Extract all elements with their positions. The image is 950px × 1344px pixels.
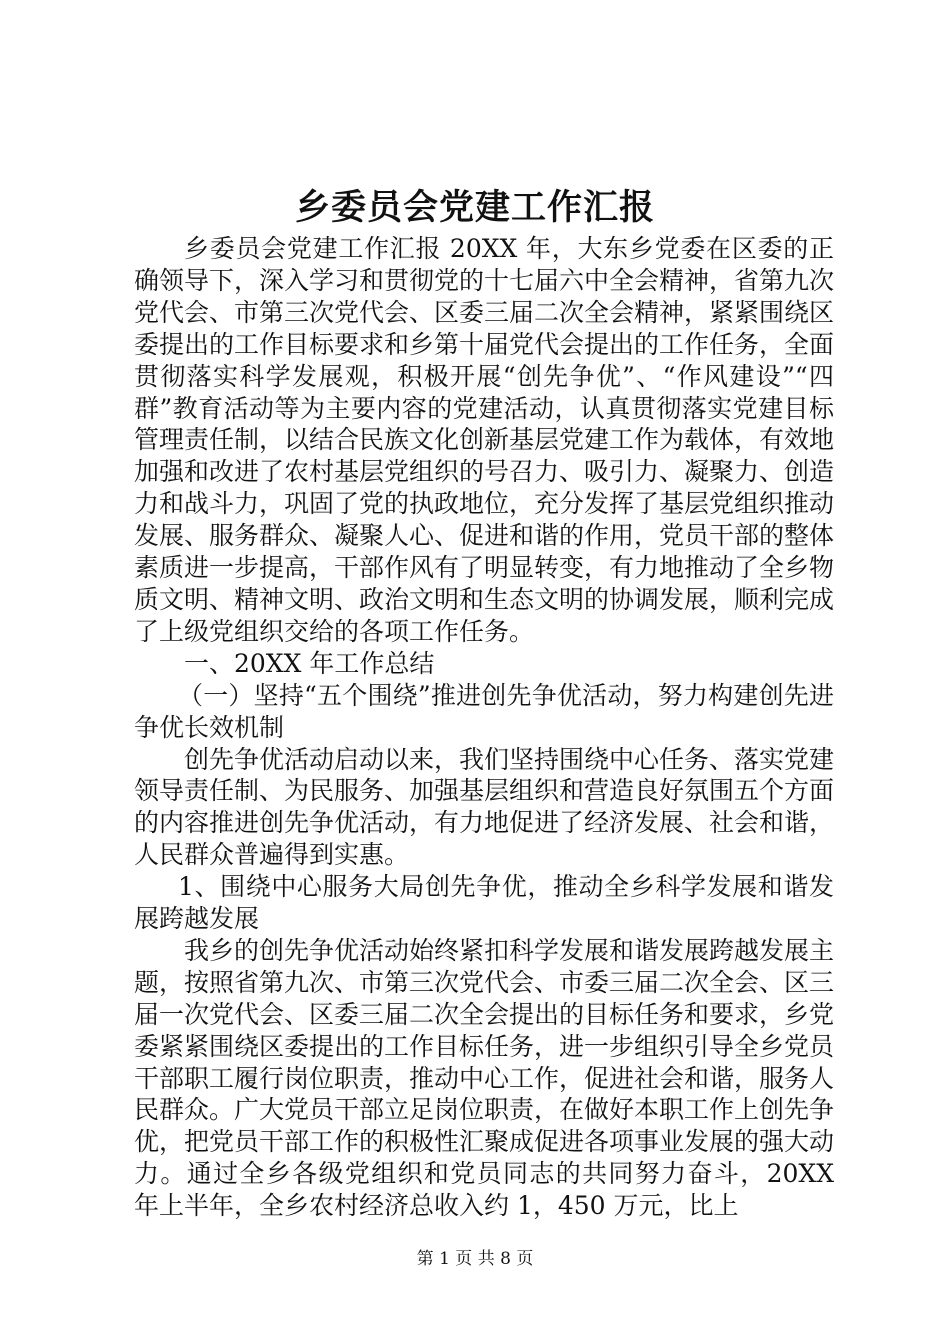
body-paragraph: 创先争优活动启动以来，我们坚持围绕中心任务、落实党建领导责任制、为民服务、加强基层组织和营造良好氛围五个方面的内容推进创先争优活动，有力地促进了经济发展、社会和谐，人民群众普遍得到实惠。 xyxy=(134,744,835,870)
section-heading: 一、20XX 年工作总结 xyxy=(184,648,435,678)
document-title: 乡委员会党建工作汇报 xyxy=(294,187,655,228)
document-body xyxy=(134,233,834,1222)
intro-paragraph: 乡委员会党建工作汇报 20XX 年，大东乡党委在区委的正确领导下，深入学习和贯彻党的十七届六中全会精神，省第九次党代会、市第三次党代会、区委三届二次全会精神，紧紧围绕区委提出的工作目标要求和乡第十届党代会提出的工作任务，全面贯彻落实科学发展观，积极开展“创先争优”、“作风建设”“四群”教育活动等为主要内容的党建活动，认真贯彻落实党建目标管理责任制，以结合民族文化创新基层党建工作为载体，有效地加强和改进了农村基层党组织的号召力、吸引力、凝聚力、创造力和战斗力，巩固了党的执政地位，充分发挥了基层党组织推动发展、服务群众、凝聚人心、促进和谐的作用，党员干部的整体素质进一步提高，干部作风有了明显转变，有力地推动了全乡物质文明、精神文明、政治文明和生态文明的协调发展，顺利完成了上级党组织交给的各项工作任务。 xyxy=(134,234,835,646)
item-heading: 1、围绕中心服务大局创先争优，推动全乡科学发展和谐发展跨越发展 xyxy=(134,872,834,934)
body-paragraph: 我乡的创先争优活动始终紧扣科学发展和谐发展跨越发展主题，按照省第九次、市第三次党代会、市委三届二次全会、区三届一次党代会、区委三届二次全会提出的目标任务和要求，乡党委紧紧围绕区委提出的工作目标任务，进一步组织引导全乡党员干部职工履行岗位职责，推动中心工作，促进社会和谐，服务人民群众。广大党员干部立足岗位职责，在做好本职工作上创先争优，把党员干部工作的积极性汇聚成促进各项事业发展的强大动力。通过全乡各级党组织和党员同志的共同努力奋斗，20XX 年上半年，全乡农村经济总收入约 1，450 万元，比上 xyxy=(134,935,835,1221)
page-number-footer: 第 1 页 共 8 页 xyxy=(416,1249,534,1269)
subsection-heading: （一）坚持“五个围绕”推进创先争优活动，努力构建创先进争优长效机制 xyxy=(134,680,834,742)
